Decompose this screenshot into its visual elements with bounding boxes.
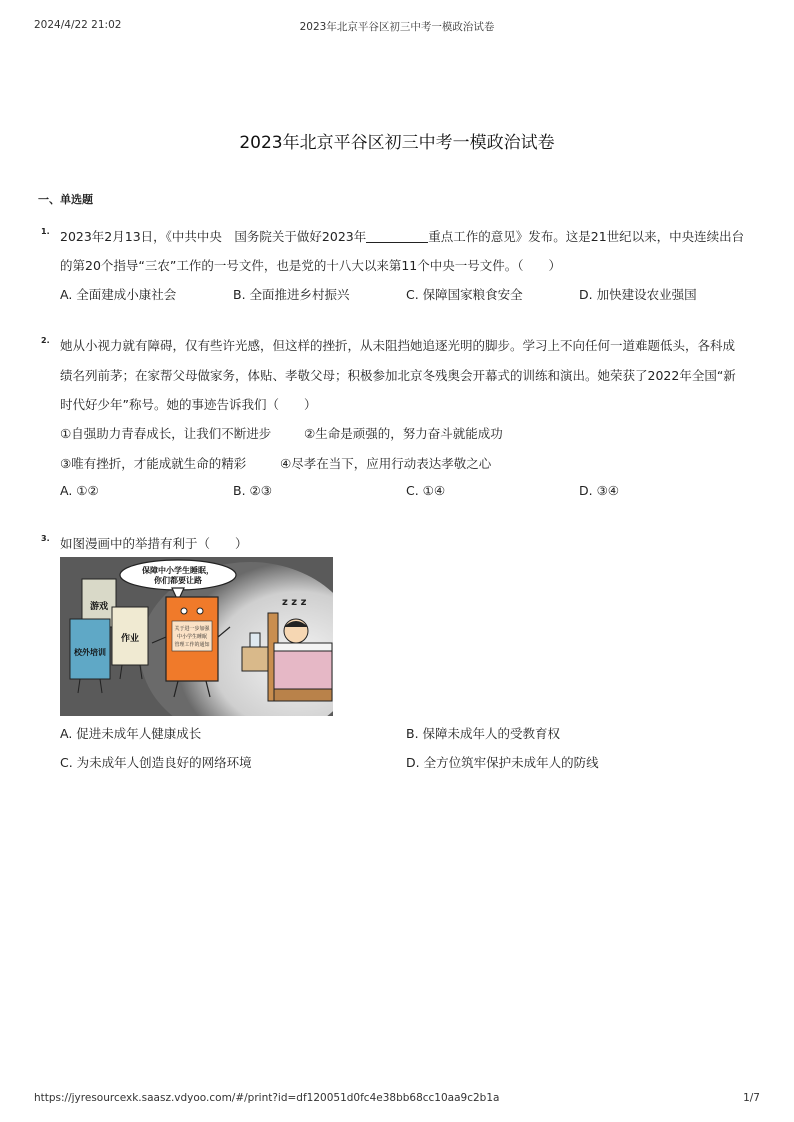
question-number: 1.	[41, 227, 50, 236]
fill-blank	[366, 230, 428, 243]
page-number: 1/7	[743, 1092, 760, 1104]
option-b[interactable]: B. 全面推进乡村振兴	[233, 287, 350, 302]
option-d[interactable]: D. 全方位筑牢保护未成年人的防线	[406, 755, 599, 770]
svg-text:中小学生睡眠: 中小学生睡眠	[176, 634, 208, 640]
statement-3: ③唯有挫折，才能成就生命的精彩	[60, 456, 247, 471]
question-stem-line	[60, 227, 744, 245]
question-stem-line: 绩名列前茅；在家帮父母做家务，体贴、孝敬父母；积极参加北京冬残奥会开幕式的训练和演出。她荣获了2022年全国“新	[60, 368, 736, 383]
stem-text: 2023年2月13日，《中共中央 国务院关于做好2023年	[60, 229, 367, 244]
bubble-text-2: 你们都要让路	[154, 576, 202, 585]
cartoon-image	[60, 557, 333, 716]
section-heading: 一、单选题	[38, 193, 93, 206]
print-doc-title: 2023年北京平谷区初三中考一模政治试卷	[299, 21, 495, 33]
option-c[interactable]: C. 为未成年人创造良好的网络环境	[60, 755, 252, 770]
page-title: 2023年北京平谷区初三中考一模政治试卷	[239, 133, 555, 153]
svg-text:游戏: 游戏	[89, 602, 109, 612]
option-a[interactable]: A. 全面建成小康社会	[60, 287, 177, 302]
question-stem-line: 时代好少年”称号。她的事迹告诉我们（ ）	[60, 397, 317, 412]
statement-1: ①自强助力青春成长，让我们不断进步	[60, 426, 272, 441]
question-stem-line: 如图漫画中的举措有利于（ ）	[60, 536, 248, 551]
bubble-text-1: 保障中小学生睡眠，	[142, 566, 214, 575]
statement-2: ②生命是顽强的，努力奋斗就能成功	[304, 426, 503, 441]
option-d[interactable]: D. 加快建设农业强国	[579, 287, 697, 302]
question-stem-line: 的第20个指导“三农”工作的一号文件，也是党的十八大以来第11个中央一号文件。（ ）	[60, 258, 562, 273]
print-datetime: 2024/4/22 21:02	[34, 19, 122, 31]
zzz-text: z z z	[282, 597, 307, 608]
stem-text: 重点工作的意见》发布。这是21世纪以来，中央连续出台	[428, 229, 745, 244]
option-b[interactable]: B. ②③	[233, 483, 272, 498]
option-b[interactable]: B. 保障未成年人的受教育权	[406, 726, 561, 741]
option-c[interactable]: C. 保障国家粮食安全	[406, 287, 523, 302]
option-a[interactable]: A. 促进未成年人健康成长	[60, 726, 202, 741]
svg-text:作业: 作业	[120, 634, 140, 644]
option-d[interactable]: D. ③④	[579, 483, 619, 498]
print-url: https://jyresourcexk.saasz.vdyoo.com/#/print?id=df120051d0fc4e38bb68cc10aa9c2b1a	[34, 1092, 500, 1104]
option-c[interactable]: C. ①④	[406, 483, 446, 498]
svg-text:关于进一步加强: 关于进一步加强	[174, 626, 210, 632]
svg-text:校外培训: 校外培训	[74, 648, 106, 657]
question-stem-line: 她从小视力就有障碍，仅有些许光感，但这样的挫折，从未阻挡她追逐光明的脚步。学习上不向任何一道难题低头，各科成	[60, 338, 736, 353]
statement-4: ④尽孝在当下，应用行动表达孝敬之心	[280, 456, 492, 471]
svg-text:管理工作的通知: 管理工作的通知	[174, 642, 210, 648]
question-number: 3.	[41, 534, 50, 543]
question-number: 2.	[41, 336, 50, 345]
option-a[interactable]: A. ①②	[60, 483, 99, 498]
